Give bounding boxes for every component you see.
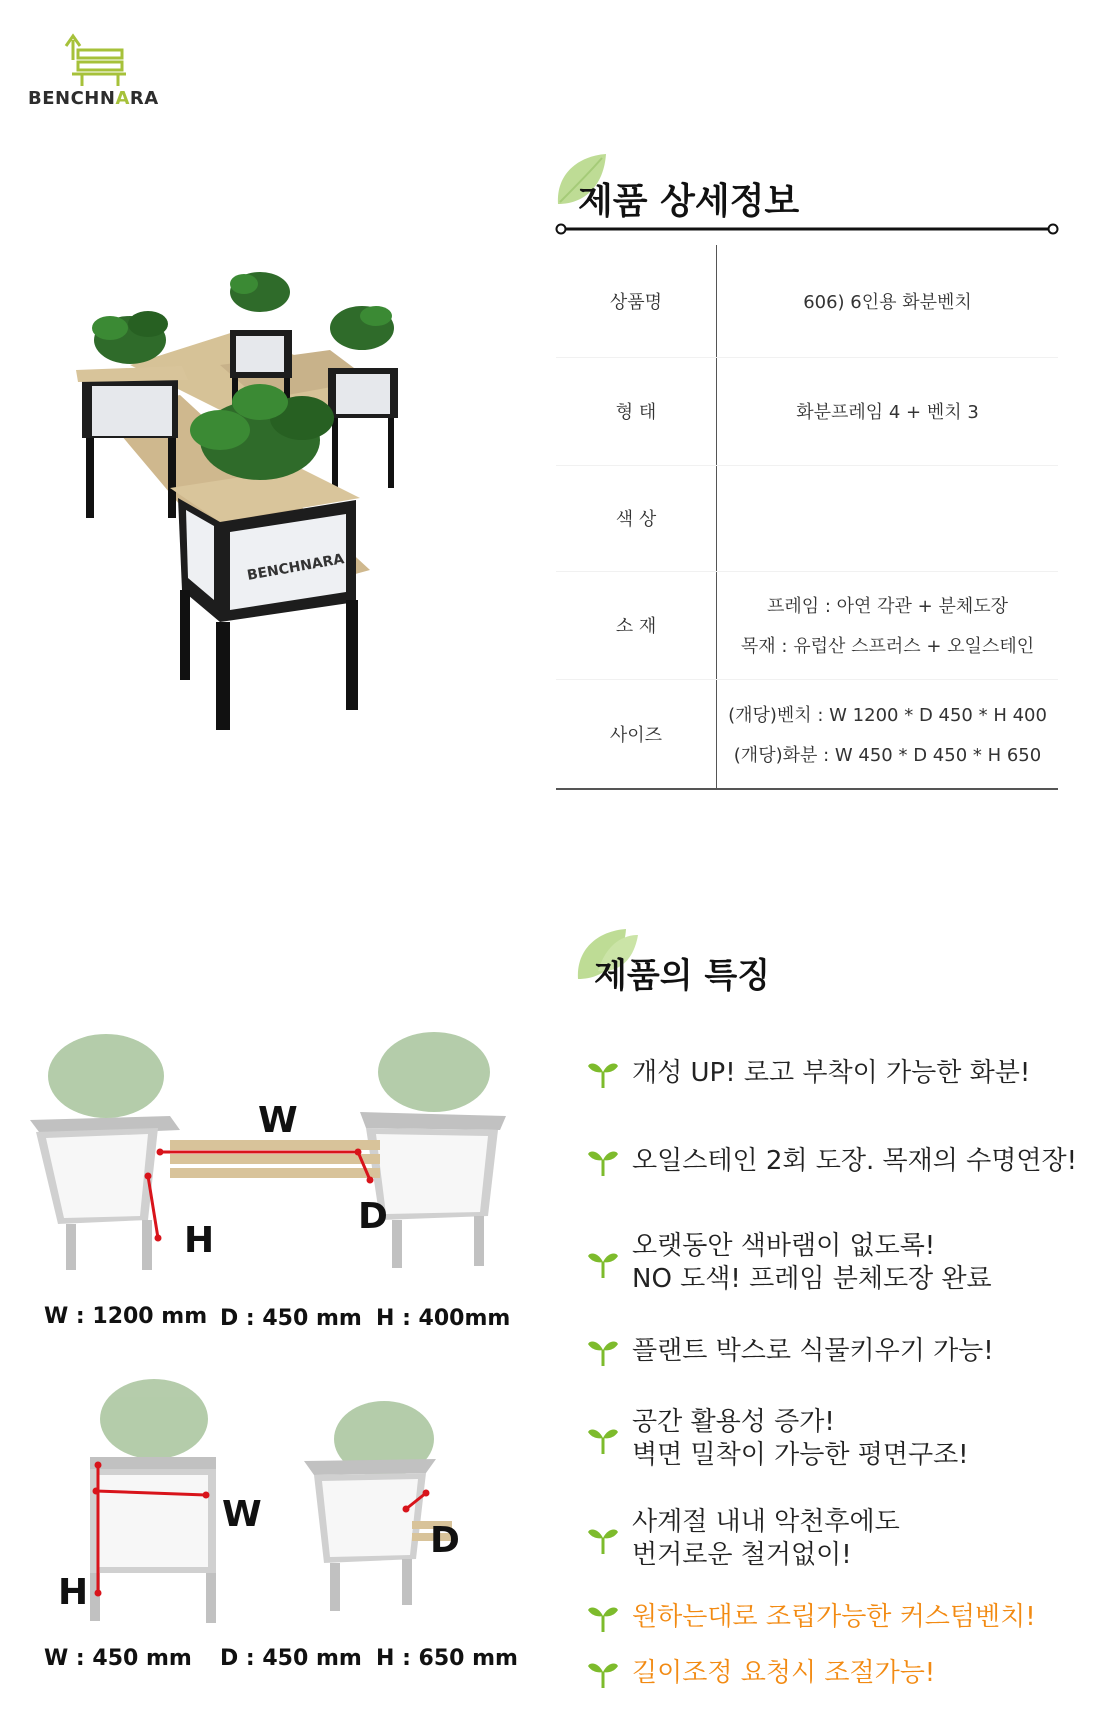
bench-height-letter: H <box>184 1220 215 1261</box>
bench-height-value: H : 400mm <box>376 1306 511 1331</box>
feature-line: 벽면 밀착이 가능한 평면구조! <box>632 1440 969 1470</box>
brand-logo-text: BENCHNARA <box>28 88 159 109</box>
feature-item <box>586 1600 1036 1634</box>
feature-item <box>586 1334 994 1368</box>
feature-line: 번거로운 철거없이! <box>632 1540 852 1570</box>
features-section-title: 제품의 특징 <box>594 956 771 996</box>
sprout-icon <box>586 1600 620 1634</box>
feature-text <box>632 1057 1030 1090</box>
planter-width-value: W : 450 mm <box>44 1646 192 1671</box>
logo-icon <box>60 30 130 90</box>
feature-line: 오일스테인 2회 도장. 목재의 수명연장! <box>632 1145 1078 1176</box>
feature-text <box>632 1406 969 1472</box>
feature-text <box>632 1657 935 1690</box>
feature-line: 오랫동안 색바램이 없도록! <box>632 1231 936 1261</box>
bench-width-value: W : 1200 mm <box>44 1304 208 1329</box>
feature-text <box>632 1506 900 1572</box>
sprout-icon <box>586 1056 620 1090</box>
feature-line: 공간 활용성 증가! <box>632 1407 835 1437</box>
planter-width-letter: W <box>222 1494 262 1535</box>
row-value <box>717 465 1059 571</box>
row-label: 사이즈 <box>556 679 717 789</box>
sprout-icon <box>586 1144 620 1178</box>
sprout-icon <box>586 1422 620 1456</box>
svg-text:BENCHNARA: BENCHNARA <box>245 551 346 584</box>
feature-item <box>586 1656 935 1690</box>
bench-depth-letter: D <box>358 1196 388 1237</box>
feature-line: 길이조정 요청시 조절가능! <box>632 1657 936 1688</box>
size-planter: (개당)화분 : W 450 * D 450 * H 650 <box>733 744 1042 766</box>
row-value: 화분프레임 4 + 벤치 3 <box>717 357 1059 465</box>
row-label: 상품명 <box>556 245 717 357</box>
size-bench: (개당)벤치 : W 1200 * D 450 * H 400 <box>728 704 1047 726</box>
table-row <box>556 465 1058 571</box>
product-photo <box>70 270 450 780</box>
feature-item <box>586 1144 1077 1178</box>
feature-line: 원하는대로 조립가능한 커스텀벤치! <box>632 1601 1036 1632</box>
feature-item <box>586 1406 969 1472</box>
planter-depth-letter: D <box>430 1520 460 1561</box>
feature-text <box>632 1335 994 1368</box>
feature-text <box>632 1601 1036 1634</box>
feature-item <box>586 1230 992 1296</box>
feature-item <box>586 1056 1030 1090</box>
bench-dimension-diagram <box>30 1020 530 1270</box>
feature-line: 개성 UP! 로고 부착이 가능한 화분! <box>632 1057 1031 1088</box>
feature-text <box>632 1230 992 1296</box>
planter-dimension-diagram <box>60 1375 480 1625</box>
table-row <box>556 245 1058 357</box>
row-label: 소 재 <box>556 571 717 679</box>
material-frame: 프레임 : 아연 각관 + 분체도장 <box>766 596 1009 617</box>
feature-item <box>586 1506 900 1572</box>
material-wood: 목재 : 유럽산 스프러스 + 오일스테인 <box>740 636 1035 657</box>
bench-depth-value: D : 450 mm <box>220 1306 362 1331</box>
feature-line: 사계절 내내 악천후에도 <box>632 1507 900 1537</box>
table-row <box>556 357 1058 465</box>
title-underline <box>554 222 1060 236</box>
planter-height-letter: H <box>58 1572 89 1613</box>
row-value <box>717 571 1059 679</box>
detail-table <box>556 245 1058 790</box>
sprout-icon <box>586 1334 620 1368</box>
row-value <box>717 679 1059 789</box>
feature-text <box>632 1145 1077 1178</box>
row-label: 형 태 <box>556 357 717 465</box>
sprout-icon <box>586 1522 620 1556</box>
sprout-icon <box>586 1656 620 1690</box>
planter-depth-value: D : 450 mm <box>220 1646 362 1671</box>
planter-height-value: H : 650 mm <box>376 1646 518 1671</box>
table-row <box>556 571 1058 679</box>
feature-line: NO 도색! 프레임 분체도장 완료 <box>632 1264 992 1294</box>
row-label: 색 상 <box>556 465 717 571</box>
detail-section-title: 제품 상세정보 <box>578 181 800 222</box>
sprout-icon <box>586 1246 620 1280</box>
feature-line: 플랜트 박스로 식물키우기 가능! <box>632 1335 994 1366</box>
table-row <box>556 679 1058 789</box>
row-value: 606) 6인용 화분벤치 <box>717 245 1059 357</box>
bench-width-letter: W <box>258 1100 298 1141</box>
